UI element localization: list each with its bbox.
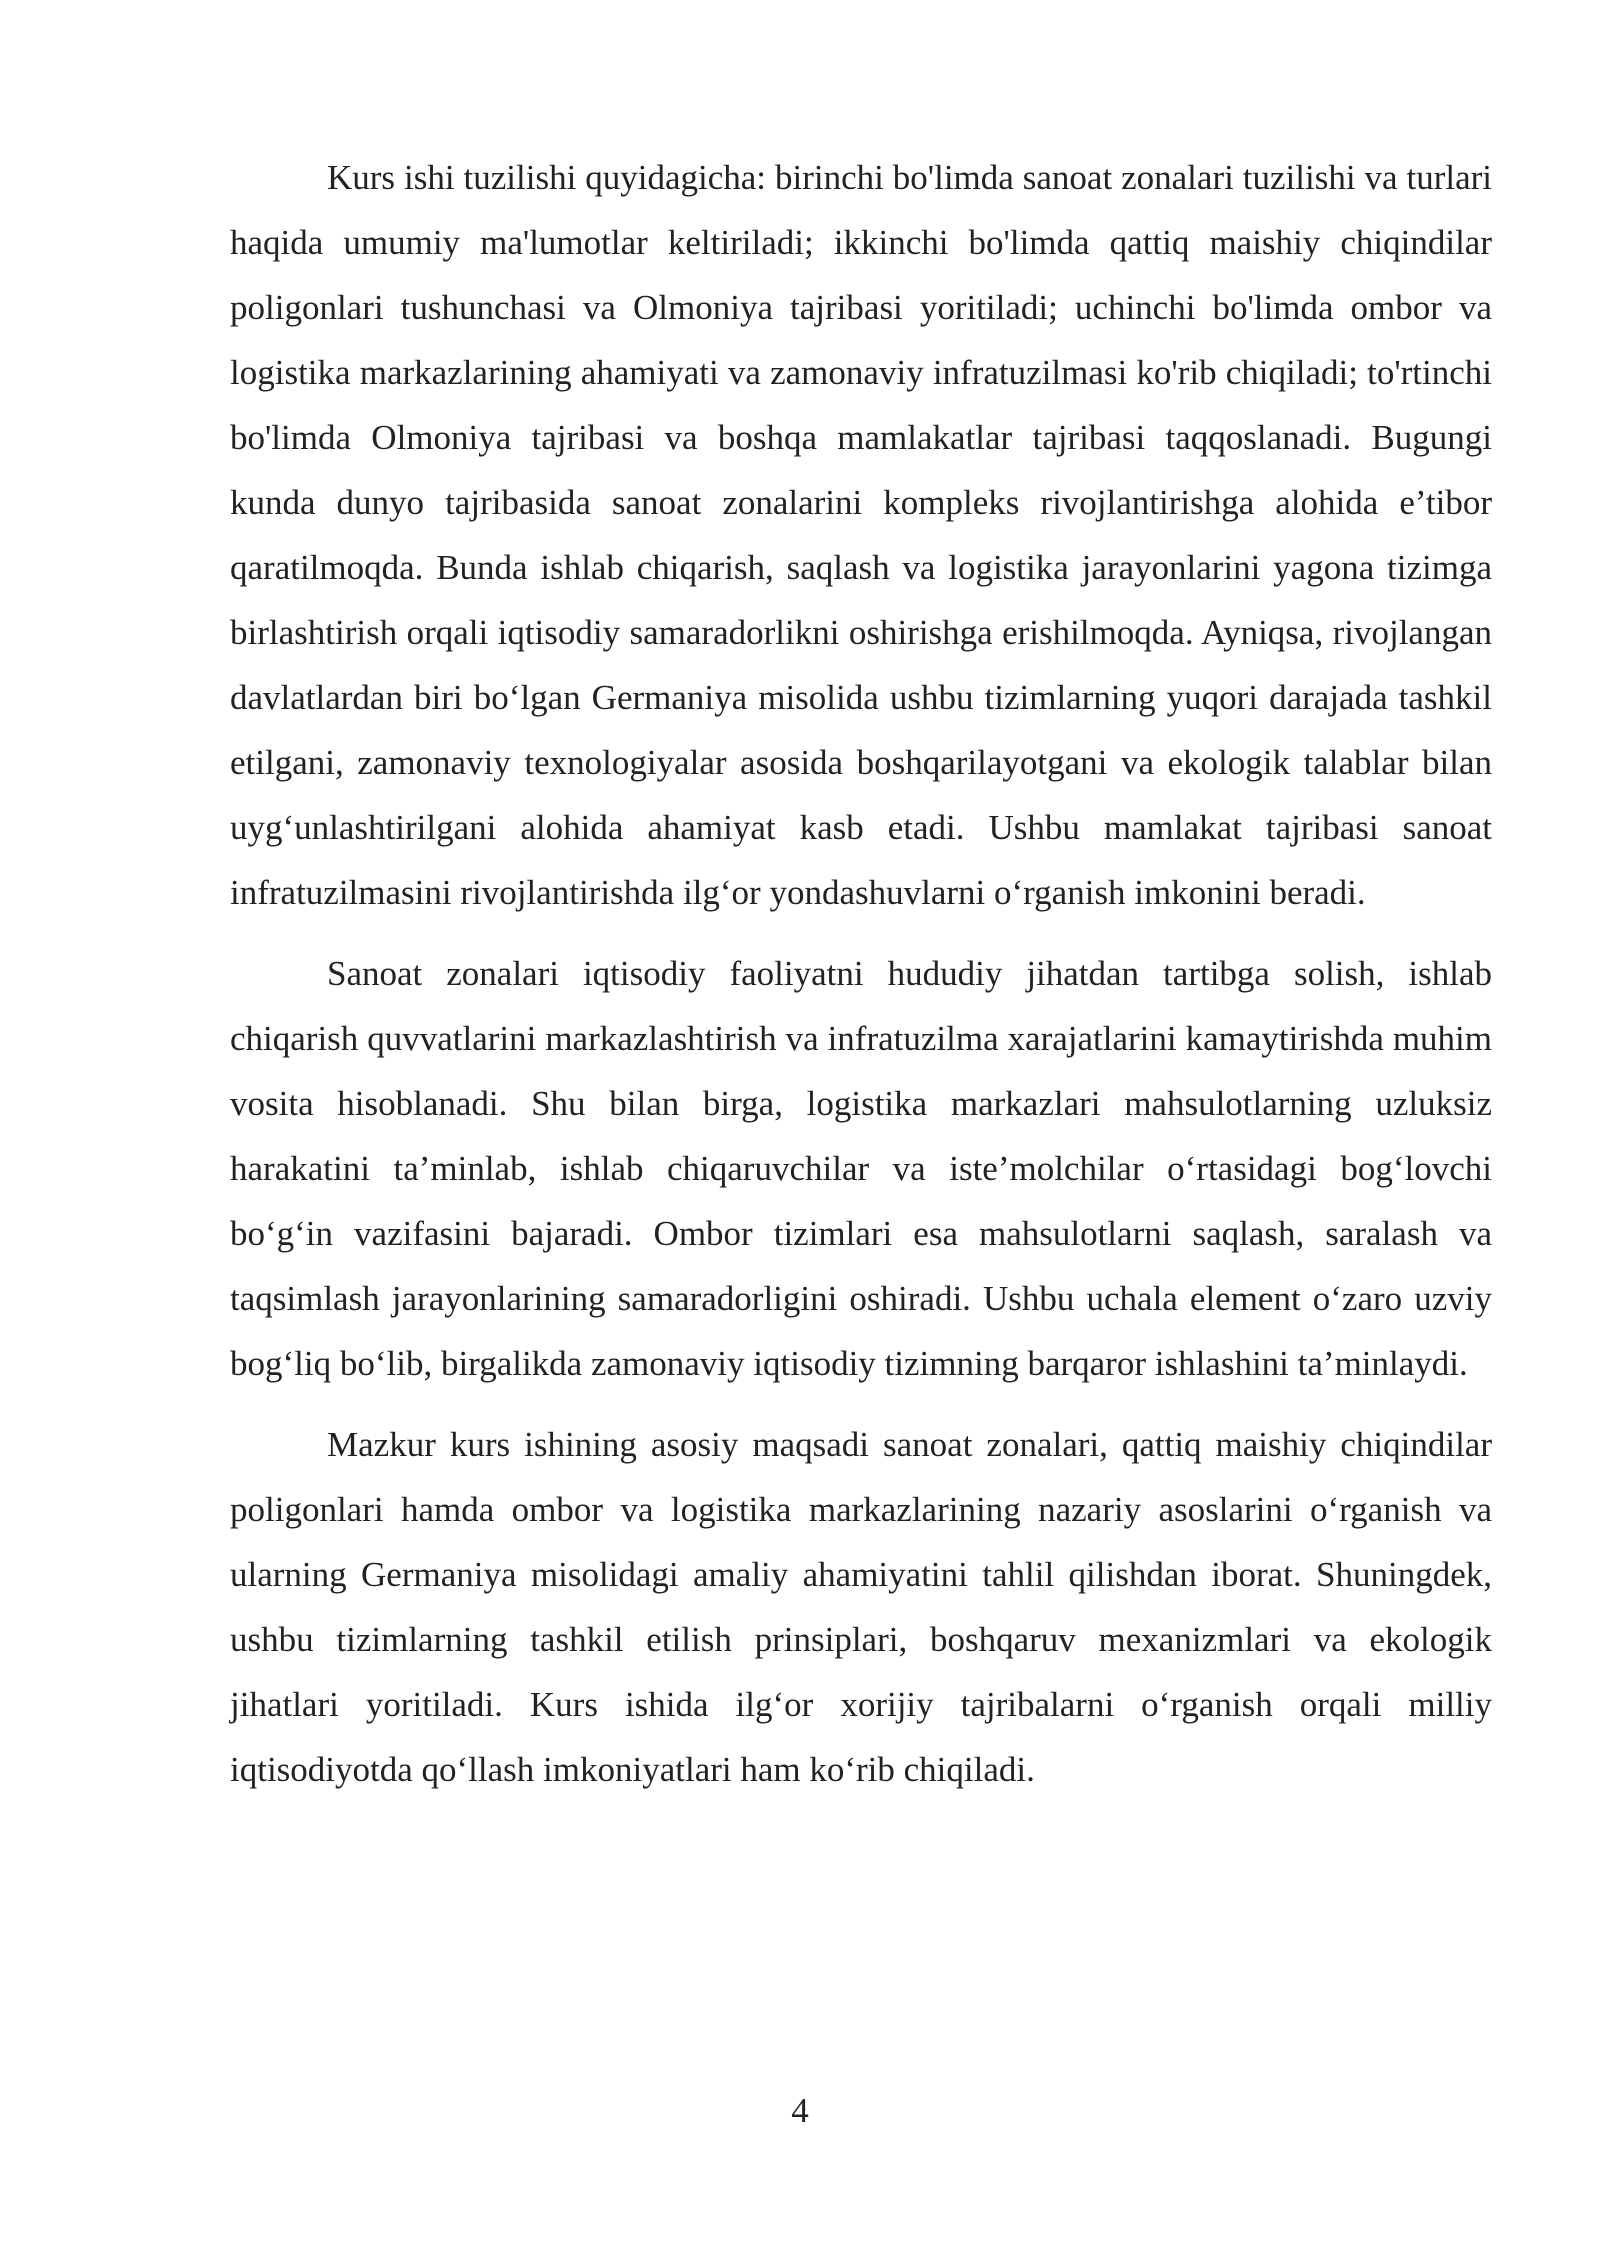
document-body: [230, 145, 1492, 1818]
page-number: 4: [791, 2091, 809, 2130]
paragraph-1: Kurs ishi tuzilishi quyidagicha: birinchi bo'limda sanoat zonalari tuzilishi va turlari haqida umumiy ma'lumotlar keltiriladi; ikkinchi bo'limda qattiq maishiy chiqindilar poligonlari tushunchasi va Olmoniya tajribasi yoritiladi; uchinchi bo'limda ombor va logistika markazlarining ahamiyati va zamonaviy infratuzilmasi ko'rib chiqiladi; to'rtinchi bo'limda Olmoniya tajribasi va boshqa mamlakatlar tajribasi taqqoslanadi. Bugungi kunda dunyo tajribasida sanoat zonalarini kompleks rivojlantirishga alohida e’tibor qaratilmoqda. Bunda ishlab chiqarish, saqlash va logistika jarayonlarini yagona tizimga birlashtirish orqali iqtisodiy samaradorlikni oshirishga erishilmoqda. Ayniqsa, rivojlangan davlatlardan biri boʻlgan Germaniya misolida ushbu tizimlarning yuqori darajada tashkil etilgani, zamonaviy texnologiyalar asosida boshqarilayotgani va ekologik talablar bilan uygʻunlashtirilgani alohida ahamiyat kasb etadi. Ushbu mamlakat tajribasi sanoat infratuzilmasini rivojlantirishda ilgʻor yondashuvlarni oʻrganish imkonini beradi.: [230, 158, 1492, 912]
paragraph-3: Mazkur kurs ishining asosiy maqsadi sanoat zonalari, qattiq maishiy chiqindilar poligonlari hamda ombor va logistika markazlarining nazariy asoslarini oʻrganish va ularning Germaniya misolidagi amaliy ahamiyatini tahlil qilishdan iborat. Shuningdek, ushbu tizimlarning tashkil etilish prinsiplari, boshqaruv mexanizmlari va ekologik jihatlari yoritiladi. Kurs ishida ilgʻor xorijiy tajribalarni oʻrganish orqali milliy iqtisodiyotda qoʻllash imkoniyatlari ham koʻrib chiqiladi.: [230, 1425, 1492, 1789]
paragraph-2: Sanoat zonalari iqtisodiy faoliyatni hududiy jihatdan tartibga solish, ishlab chiqarish quvvatlarini markazlashtirish va infratuzilma xarajatlarini kamaytirishda muhim vosita hisoblanadi. Shu bilan birga, logistika markazlari mahsulotlarning uzluksiz harakatini ta’minlab, ishlab chiqaruvchilar va iste’molchilar oʻrtasidagi bogʻlovchi boʻgʻin vazifasini bajaradi. Ombor tizimlari esa mahsulotlarni saqlash, saralash va taqsimlash jarayonlarining samaradorligini oshiradi. Ushbu uchala element oʻzaro uzviy bogʻliq boʻlib, birgalikda zamonaviy iqtisodiy tizimning barqaror ishlashini ta’minlaydi.: [230, 954, 1492, 1383]
